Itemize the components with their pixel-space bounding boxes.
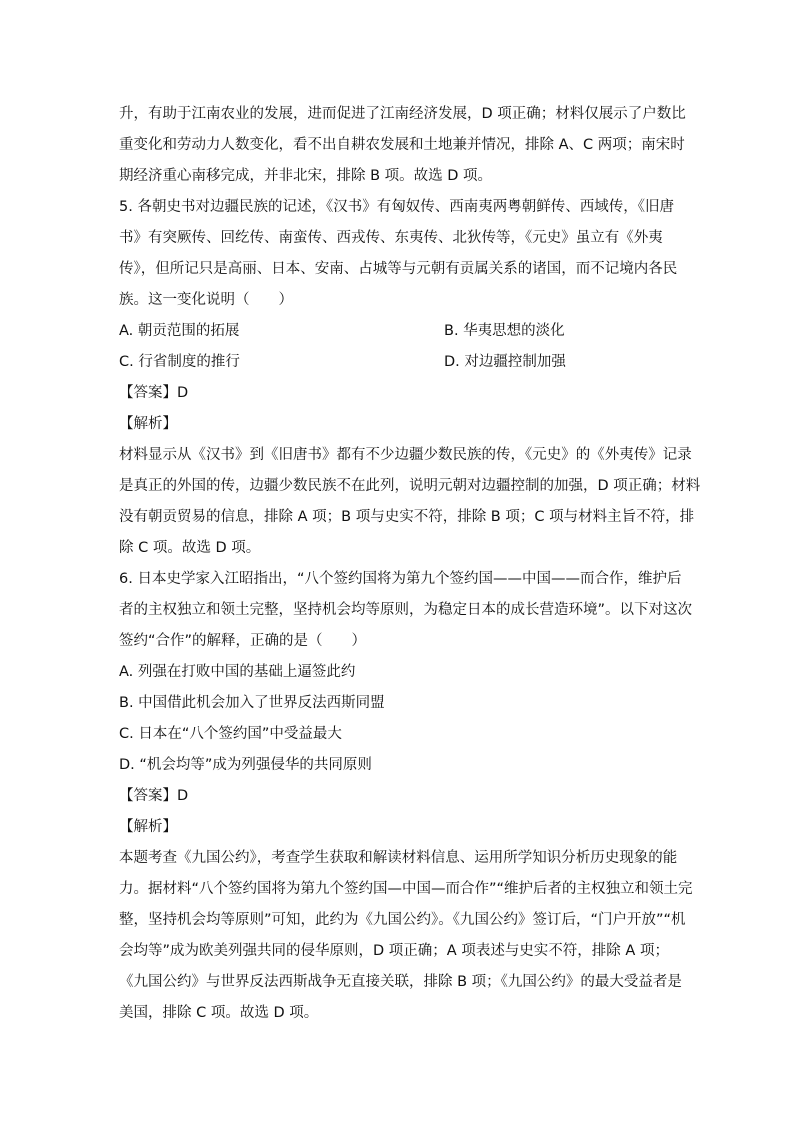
option-d: D. 对边疆控制加强	[444, 354, 566, 370]
question-5-stem	[119, 192, 679, 316]
text-line: 升，有助于江南农业的发展，进而促进了江南经济发展，D 项正确；材料仅展示了户数比	[119, 106, 686, 122]
text-line: 重变化和劳动力人数变化，看不出自耕农发展和土地兼并情况，排除 A、C 两项；南宋时	[119, 137, 685, 153]
text-line: 期经济重心南移完成，并非北宋，排除 B 项。故选 D 项。	[119, 168, 493, 184]
text-line: 材料显示从《汉书》到《旧唐书》都有不少边疆少数民族的传，《元史》的《外夷传》记录	[119, 447, 692, 463]
text-line: 整，坚持机会均等原则”可知，此约为《九国公约》。《九国公约》签订后，“门户开放”“机	[119, 912, 686, 928]
text-line: 本题考查《九国公约》，考查学生获取和解读材料信息、运用所学知识分析历史现象的能	[119, 850, 678, 866]
previous-answer-paragraph	[119, 99, 686, 192]
text-line: 5. 各朝史书对边疆民族的记述，《汉书》有匈奴传、西南夷两粤朝鲜传、西域传，《旧唐	[119, 199, 674, 215]
text-line: 书》有突厥传、回纥传、南蛮传、西戎传、东夷传、北狄传等，《元史》虽立有《外夷	[119, 230, 663, 246]
text-line: 签约“合作”的解释，正确的是（ ）	[119, 633, 367, 649]
question-6-options	[119, 657, 679, 781]
text-line: 力。据材料“八个签约国将为第九个签约国—中国—而合作”“维护后者的主权独立和领土完	[119, 881, 693, 897]
text-line: 是真正的外国的传，边疆少数民族不在此列，说明元朝对边疆控制的加强，D 项正确；材料	[119, 478, 701, 494]
question-6-analysis	[119, 843, 693, 1029]
text-line: 除 C 项。故选 D 项。	[119, 540, 261, 556]
option-b: B. 中国借此机会加入了世界反法西斯同盟	[119, 695, 385, 711]
answer-label: 【答案】D	[119, 788, 189, 804]
analysis-label: 【解析】	[119, 416, 177, 432]
text-line: 6. 日本史学家入江昭指出，“八个签约国将为第九个签约国——中国——而合作，维护后	[119, 571, 682, 587]
option-c: C. 行省制度的推行	[119, 354, 240, 370]
answer-label: 【答案】D	[119, 385, 189, 401]
document-body	[119, 99, 701, 1029]
text-line: 会均等”成为欧美列强共同的侵华原则，D 项正确；A 项表述与史实不符，排除 A 项；	[119, 943, 669, 959]
question-6-stem	[119, 564, 693, 657]
question-5	[119, 192, 701, 564]
option-d: D. “机会均等”成为列强侵华的共同原则	[119, 757, 372, 773]
text-line: 族。这一变化说明（ ）	[119, 292, 293, 308]
option-b: B. 华夷思想的淡化	[444, 323, 565, 339]
text-line: 者的主权独立和领土完整，坚持机会均等原则，为稳定日本的成长营造环境”。以下对这次	[119, 602, 693, 618]
question-6	[119, 564, 693, 1029]
text-line: 没有朝贡贸易的信息，排除 A 项；B 项与史实不符，排除 B 项；C 项与材料主旨不符，排	[119, 509, 695, 525]
option-c: C. 日本在“八个签约国”中受益最大	[119, 726, 342, 742]
text-line: 美国，排除 C 项。故选 D 项。	[119, 1005, 319, 1021]
question-5-options	[119, 316, 679, 378]
text-line: 传》，但所记只是高丽、日本、安南、占城等与元朝有贡属关系的诸国，而不记境内各民	[119, 261, 678, 277]
question-5-analysis	[119, 440, 701, 564]
option-a: A. 列强在打败中国的基础上逼签此约	[119, 664, 356, 680]
option-a: A. 朝贡范围的拓展	[119, 323, 240, 339]
analysis-label: 【解析】	[119, 819, 177, 835]
text-line: 《九国公约》与世界反法西斯战争无直接关联，排除 B 项；《九国公约》的最大受益者是	[119, 974, 682, 990]
